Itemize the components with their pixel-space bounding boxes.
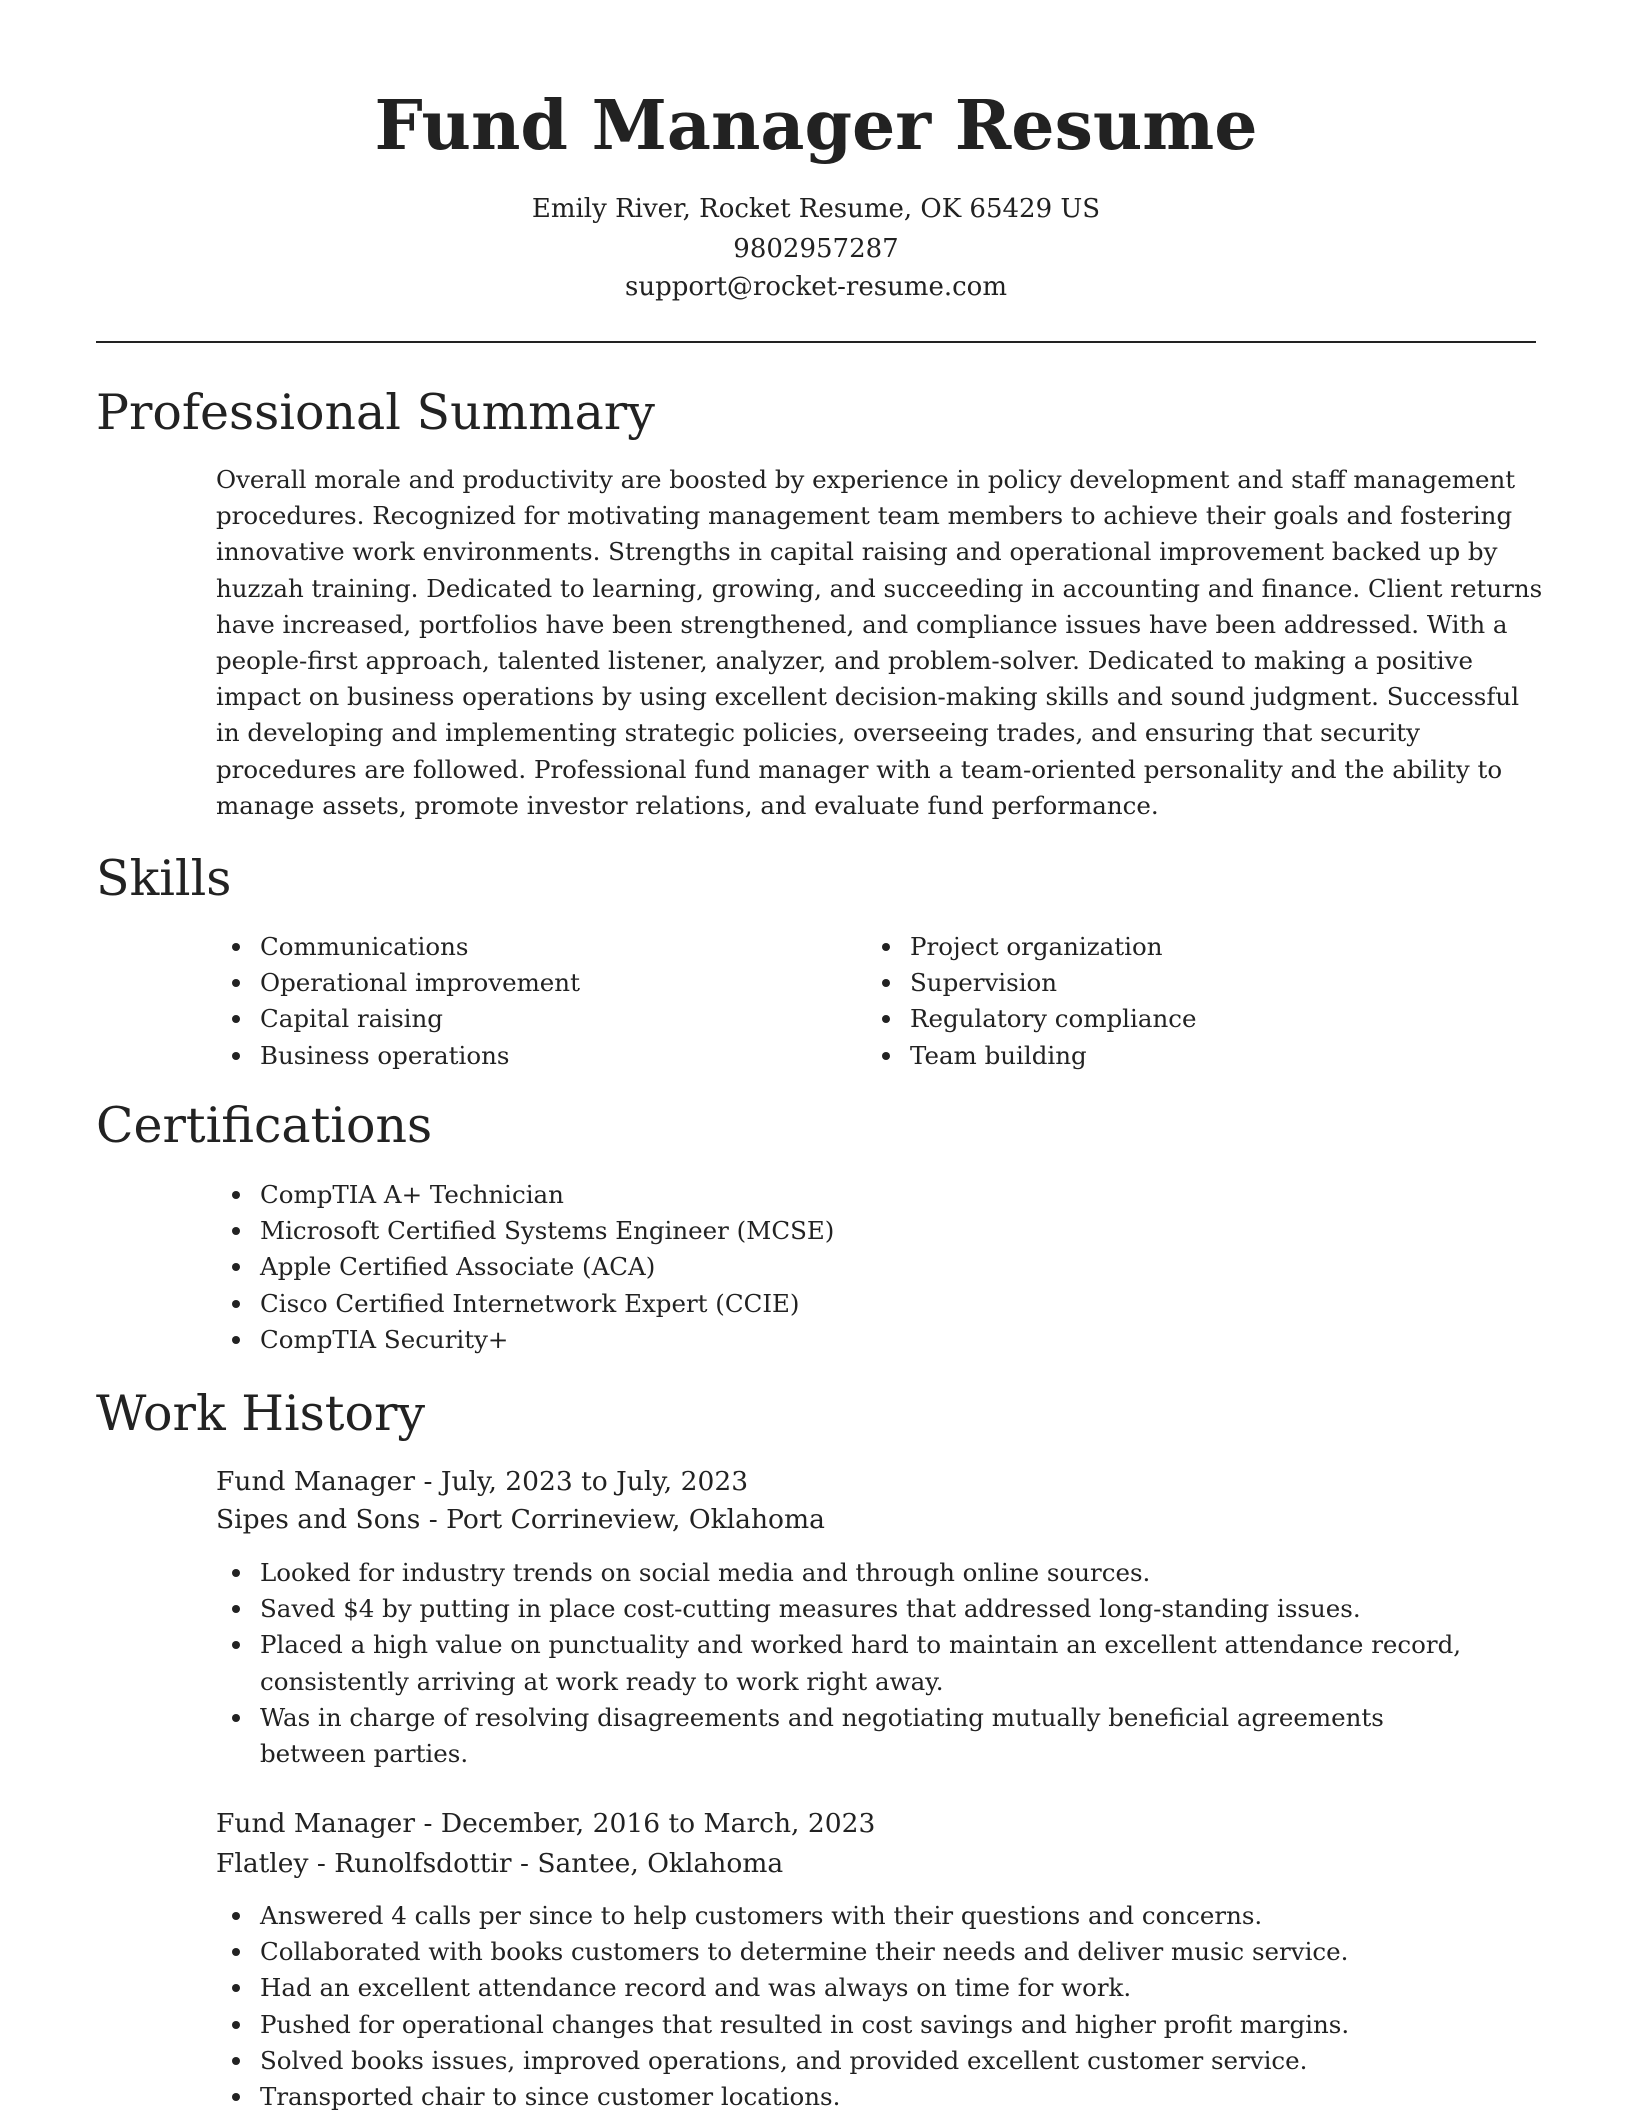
summary-text: Overall morale and productivity are boosted by experience in policy development and staff management procedures. Recognized for motivating management team members to achieve their goals and fostering innovative work environments. Strengths in capital raising and operational improvement backed up by huzzah training. Dedicated to learning, growing, and succeeding in accounting and finance. Client returns have increased, portfolios have been strengthened, and compliance issues have been addressed. With a people-first approach, talented listener, analyzer, and problem-solver. Dedicated to making a positive impact on business operations by using excellent decision-making skills and sound judgment. Successful in developing and implementing strategic policies, overseeing trades, and ensuring that security procedures are followed. Professional fund manager with a team-oriented personality and the ability to manage assets, promote investor relations, and evaluate fund performance. [216, 465, 1543, 820]
contact-email: support@rocket-resume.com [624, 272, 1007, 302]
list-item: Capital raising [216, 1001, 816, 1037]
section-heading-skills: Skills [96, 850, 232, 907]
skills-list-left [216, 929, 816, 1074]
list-item: Collaborated with books customers to determine their needs and deliver music service. [216, 1934, 1516, 1970]
list-item: Microsoft Certified Systems Engineer (MCSE) [216, 1213, 1516, 1249]
job-title-line: Fund Manager - December, 2016 to March, 2023 [216, 1808, 876, 1839]
job-company-line: Flatley - Runolfsdottir - Santee, Oklahoma [216, 1848, 784, 1879]
list-item: Communications [216, 929, 816, 965]
certifications-list [216, 1177, 1516, 1358]
section-heading-work-history: Work History [96, 1385, 426, 1442]
list-item: CompTIA A+ Technician [216, 1177, 1516, 1213]
job-bullets [216, 1555, 1476, 1772]
list-item: Operational improvement [216, 965, 816, 1001]
list-item: Pushed for operational changes that resulted in cost savings and higher profit margins. [216, 2007, 1516, 2043]
job-bullets [216, 1898, 1516, 2115]
job-company-line: Sipes and Sons - Port Corrineview, Oklahoma [216, 1504, 825, 1535]
list-item: Regulatory compliance [866, 1001, 1466, 1037]
list-item: Apple Certified Associate (ACA) [216, 1249, 1516, 1285]
list-item: Business operations [216, 1038, 816, 1074]
list-item: Solved books issues, improved operations, and provided excellent customer service. [216, 2043, 1516, 2079]
skills-list-right [866, 929, 1466, 1074]
list-item: Was in charge of resolving disagreements and negotiating mutually beneficial agreements between parties. [216, 1700, 1476, 1772]
list-item: Project organization [866, 929, 1466, 965]
list-item: Saved $4 by putting in place cost-cutting measures that addressed long-standing issues. [216, 1591, 1476, 1627]
list-item: Supervision [866, 965, 1466, 1001]
header-divider [96, 341, 1536, 343]
section-heading-summary: Professional Summary [96, 384, 655, 441]
list-item: Had an excellent attendance record and was always on time for work. [216, 1970, 1516, 2006]
list-item: Transported chair to since customer locations. [216, 2079, 1516, 2115]
contact-address: Emily River, Rocket Resume, OK 65429 US [531, 194, 1101, 224]
list-item: Looked for industry trends on social media and through online sources. [216, 1555, 1476, 1591]
job-title-line: Fund Manager - July, 2023 to July, 2023 [216, 1466, 749, 1497]
list-item: CompTIA Security+ [216, 1322, 1516, 1358]
list-item: Cisco Certified Internetwork Expert (CCIE) [216, 1286, 1516, 1322]
section-heading-certifications: Certifications [96, 1097, 433, 1154]
contact-phone: 9802957287 [733, 234, 899, 264]
list-item: Team building [866, 1038, 1466, 1074]
page-title: Fund Manager Resume [374, 86, 1258, 166]
list-item: Placed a high value on punctuality and worked hard to maintain an excellent attendance record, consistently arriving at work ready to work right away. [216, 1627, 1476, 1699]
list-item: Answered 4 calls per since to help customers with their questions and concerns. [216, 1898, 1516, 1934]
